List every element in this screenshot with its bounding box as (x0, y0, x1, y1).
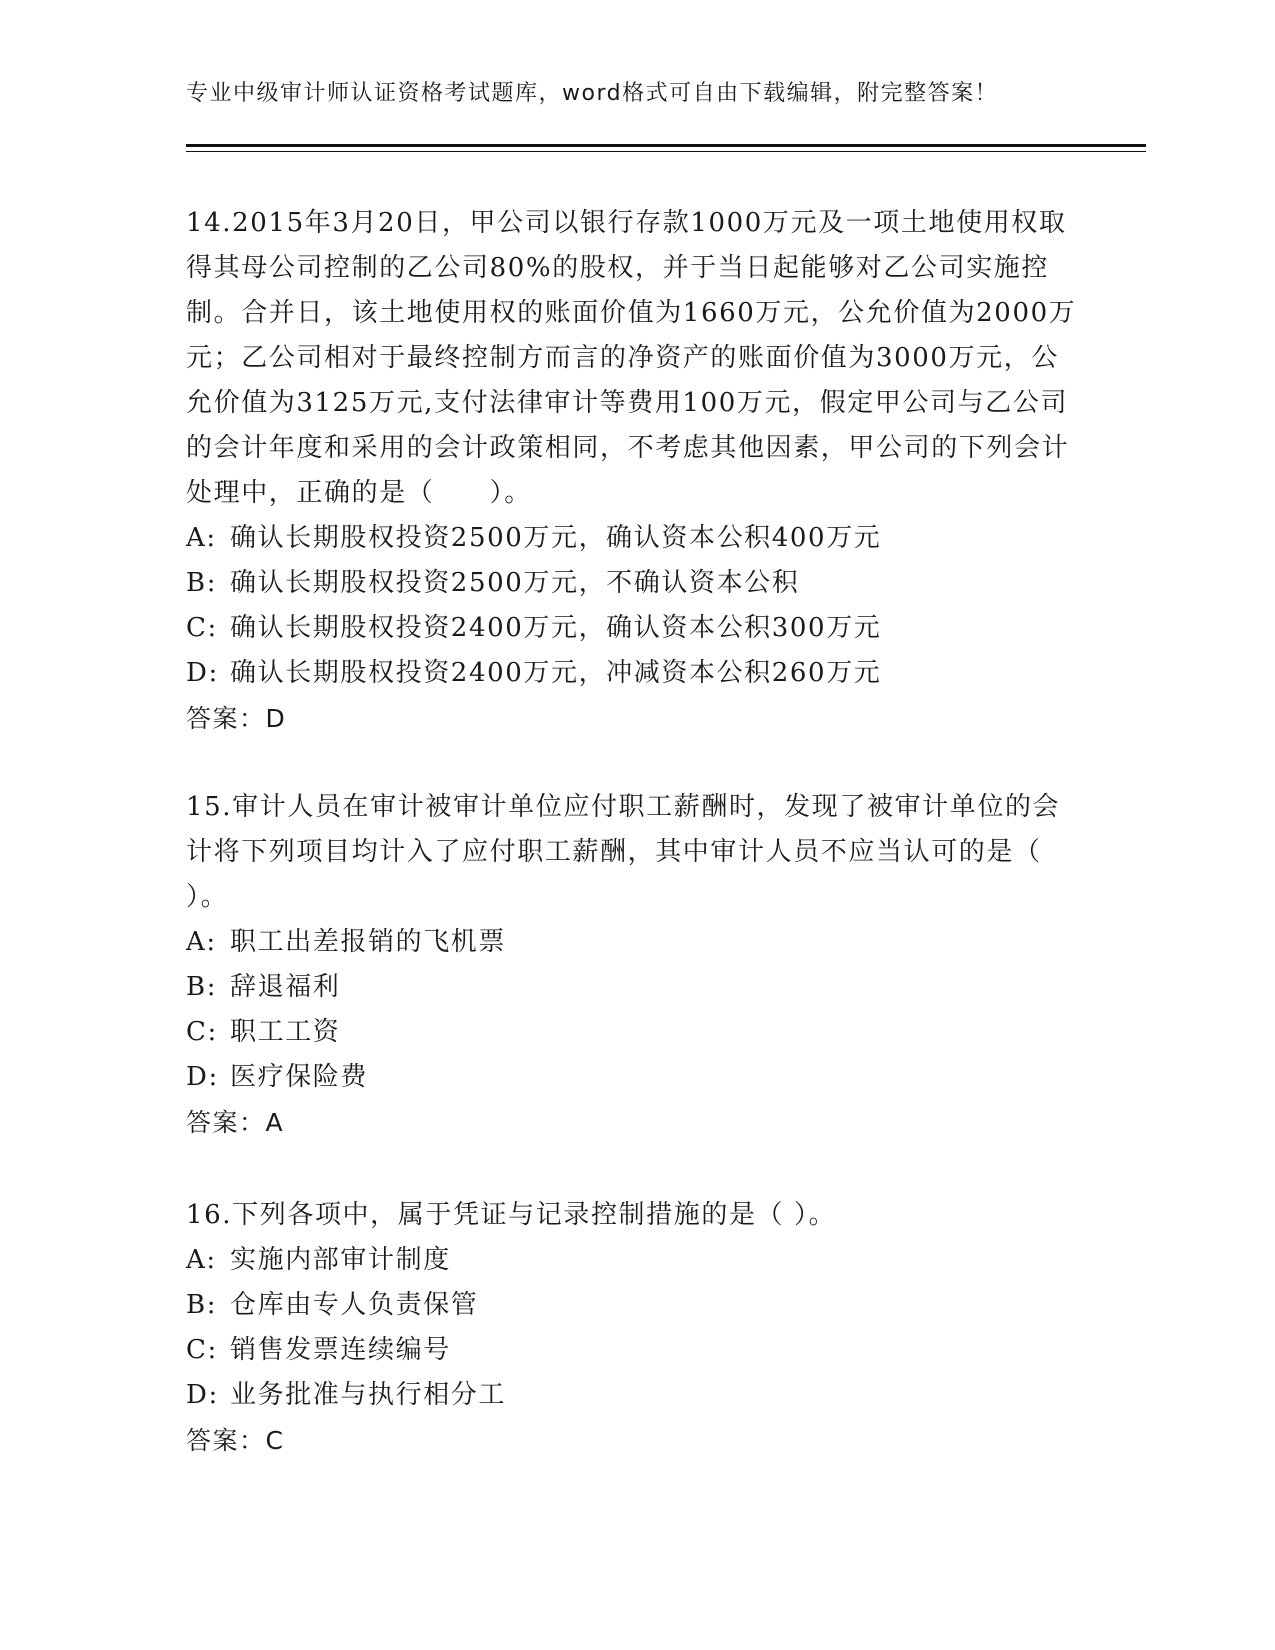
answer-line: 答案：D (186, 704, 287, 733)
question-16 (186, 1193, 1086, 1463)
option-key: D: (186, 1380, 219, 1410)
option-c (186, 1010, 1086, 1055)
option-d (186, 1055, 1086, 1100)
option-key: B: (186, 1290, 218, 1320)
option-text: 仓库由专人负责保管 (230, 1290, 479, 1320)
option-d (186, 1373, 1086, 1418)
option-key: A: (186, 523, 217, 553)
option-c (186, 1328, 1086, 1373)
option-b (186, 1283, 1086, 1328)
option-text: 确认长期股权投资2400万元，冲减资本公积260万元 (230, 658, 882, 688)
header-divider-thick (186, 144, 1146, 147)
option-text: 实施内部审计制度 (230, 1245, 451, 1275)
option-key: B: (186, 972, 218, 1002)
option-b (186, 965, 1086, 1010)
answer-line: 答案：C (186, 1426, 285, 1455)
option-d (186, 651, 1086, 696)
question-15 (186, 785, 1086, 1145)
option-text: 辞退福利 (230, 972, 341, 1002)
option-key: D: (186, 658, 219, 688)
header-divider-thin (186, 151, 1146, 152)
option-text: 医疗保险费 (230, 1062, 369, 1092)
option-key: B: (186, 568, 218, 598)
option-key: A: (186, 1245, 217, 1275)
answer-line: 答案：A (186, 1108, 285, 1137)
page-header-text: 专业中级审计师认证资格考试题库，word格式可自由下载编辑，附完整答案！ (186, 81, 999, 106)
option-key: D: (186, 1062, 219, 1092)
option-c (186, 606, 1086, 651)
option-text: 业务批准与执行相分工 (230, 1380, 507, 1410)
option-text: 确认长期股权投资2500万元，不确认资本公积 (230, 568, 800, 598)
option-text: 职工出差报销的飞机票 (230, 927, 507, 957)
question-stem: 16.下列各项中，属于凭证与记录控制措施的是（ ）。 (186, 1200, 837, 1230)
option-text: 销售发票连续编号 (230, 1335, 451, 1365)
question-14 (186, 201, 1086, 741)
option-text: 职工工资 (230, 1017, 341, 1047)
option-b (186, 561, 1086, 606)
option-a (186, 920, 1086, 965)
option-a (186, 1238, 1086, 1283)
question-stem: 14.2015年3月20日，甲公司以银行存款1000万元及一项土地使用权取得其母公司控制的乙公司80%的股权，并于当日起能够对乙公司实施控制。合并日，该土地使用权的账面价值为1660万元，公允价值为2000万元；乙公司相对于最终控制方而言的净资产的账面价值为3000万元，公允价值为3125万元,支付法律审计等费用100万元，假定甲公司与乙公司的会计年度和采用的会计政策相同，不考虑其他因素，甲公司的下列会计处理中，正确的是（ ）。 (186, 208, 1077, 508)
option-a (186, 516, 1086, 561)
option-key: C: (186, 613, 218, 643)
option-key: C: (186, 1017, 218, 1047)
option-key: C: (186, 1335, 218, 1365)
option-key: A: (186, 927, 217, 957)
option-text: 确认长期股权投资2400万元，确认资本公积300万元 (230, 613, 882, 643)
question-stem: 15.审计人员在审计被审计单位应付职工薪酬时，发现了被审计单位的会计将下列项目均计入了应付职工薪酬，其中审计人员不应当认可的是（ ）。 (186, 792, 1061, 912)
option-text: 确认长期股权投资2500万元，确认资本公积400万元 (230, 523, 882, 553)
